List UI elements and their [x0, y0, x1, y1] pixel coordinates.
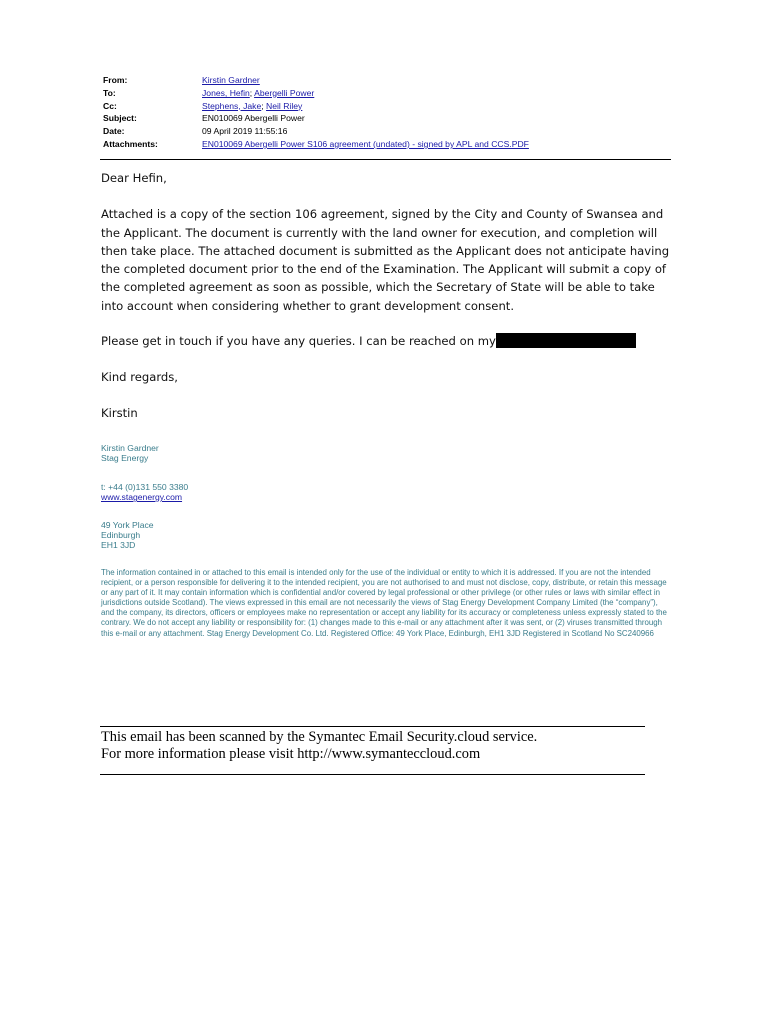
email-body [101, 169, 676, 422]
to-label: To: [103, 87, 116, 98]
signature-name: Kirstin Gardner [101, 443, 159, 453]
from-row [103, 74, 673, 87]
to-row [103, 87, 673, 100]
to-link-1[interactable]: Jones, Hefin [202, 87, 250, 98]
signature-phone: t: +44 (0)131 550 3380 [101, 482, 189, 492]
date-label: Date: [103, 126, 125, 137]
from-link[interactable]: Kirstin Gardner [202, 75, 260, 85]
redaction-box [496, 333, 636, 348]
cc-label: Cc: [103, 100, 117, 111]
date-row [103, 125, 673, 138]
subject-row [103, 112, 673, 125]
email-header [103, 74, 673, 151]
scan-notice-line-2: For more information please visit http://www.symanteccloud.com [101, 746, 481, 762]
closing: Kind regards, [101, 370, 178, 385]
to-separator: ; [249, 87, 255, 98]
date-value: 09 April 2019 11:55:16 [202, 126, 288, 137]
cc-link-1[interactable]: Stephens, Jake [202, 100, 262, 111]
attachments-row [103, 138, 673, 151]
greeting: Dear Hefin, [101, 171, 167, 185]
cc-row [103, 100, 673, 113]
from-label: From: [103, 75, 128, 85]
cc-link-2[interactable]: Neil Riley [266, 100, 303, 111]
body-paragraph: Attached is a copy of the section 106 agreement, signed by the City and County of Swansea and the Applicant. The document is currently with the land owner for execution, and completion will then take place. The attached document is submitted as the Applicant does not anticipate having the completed document prior to the end of the Examination. The Applicant will submit a copy of the completed agreement as soon as possible, which the Secretary of State will be able to take into account when considering whether to grant development consent. [101, 207, 670, 313]
signature-address [101, 520, 661, 551]
scan-notice-bottom-rule [100, 774, 645, 775]
disclaimer: The information contained in or attached to this email is intended only for the use of the individual or entity to which it is addressed. If you are not the intended recipient, or a person responsible for delivering it to the intended recipient, you are not authorised to and must not disclose, copy, distribute, or retain this message or any part of it. It may contain information which is confidential and/or covered by legal professional or other privilege (or other rules or laws with similar effect in jurisdictions outside Scotland). The views expressed in this email are not necessarily the views of Stag Energy Development Company Limited (the “company”), and the company, its directors, officers or employees make no representation or accept any liability for its accuracy or completeness unless expressly stated to the contrary. We do not accept any liability or responsibility for: (1) changes made to this e-mail or any attachment after it was sent, or (2) viruses transmitted through this e-mail or any attachment. Stag Energy Development Co. Ltd. Registered Office: 49 York Place, Edinburgh, EH1 3JD Registered in Scotland No SC240966 [101, 568, 667, 638]
signature-company: Stag Energy [101, 453, 149, 464]
header-divider [100, 159, 671, 160]
signature-contact [101, 482, 661, 502]
query-line [101, 332, 676, 350]
attachment-link[interactable]: EN010069 Abergelli Power S106 agreement (undated) - signed by APL and CCS.PDF [202, 138, 529, 149]
address-line-1: 49 York Place [101, 520, 154, 530]
attachments-label: Attachments: [103, 138, 158, 149]
signature-block [101, 443, 661, 463]
scan-notice [101, 729, 537, 763]
sender-first-name: Kirstin [101, 405, 138, 420]
scan-notice-top-rule [100, 726, 645, 727]
subject-value: EN010069 Abergelli Power [202, 113, 305, 124]
signature-website-link[interactable]: www.stagenergy.com [101, 492, 183, 503]
cc-separator: ; [261, 100, 267, 111]
address-line-2: Edinburgh [101, 530, 141, 541]
address-line-3: EH1 3JD [101, 540, 136, 551]
subject-label: Subject: [103, 113, 137, 124]
query-text: Please get in touch if you have any queries. I can be reached on my [101, 334, 496, 349]
scan-notice-line-1: This email has been scanned by the Symantec Email Security.cloud service. [101, 729, 538, 745]
to-link-2[interactable]: Abergelli Power [254, 87, 315, 98]
